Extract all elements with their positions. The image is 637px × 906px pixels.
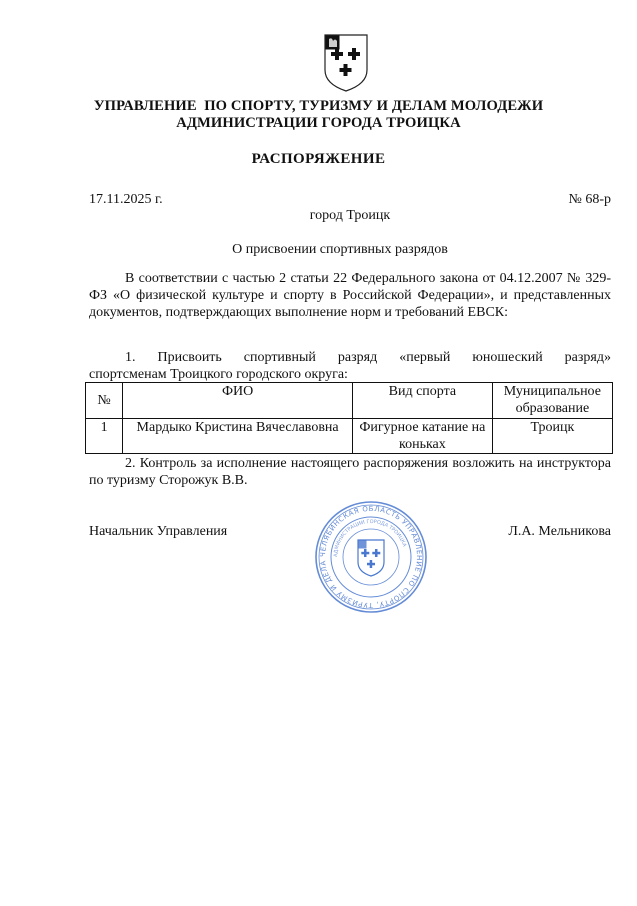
organization-name <box>0 98 637 132</box>
stamp-ring-text: ЧЕЛЯБИНСКАЯ ОБЛАСТЬ УПРАВЛЕНИЕ ПО СПОРТУ, ТУРИЗМУ И ДЕЛА <box>318 504 424 610</box>
document-number: № 68-р <box>568 192 611 207</box>
cell-full-name: Мардыко Кристина Вячеславовна <box>123 419 353 454</box>
stamp-inner-text: АДМИНИСТРАЦИИ ГОРОДА ТРОИЦКА <box>332 518 408 558</box>
athletes-table <box>85 382 613 454</box>
cell-sport: Фигурное катание на коньках <box>353 419 493 454</box>
document-date: 17.11.2025 г. <box>89 192 163 207</box>
organization-line-1: УПРАВЛЕНИЕ ПО СПОРТУ, ТУРИЗМУ И ДЕЛАМ МОЛОДЕЖИ <box>93 98 544 114</box>
organization-line-2: АДМИНИСТРАЦИИ ГОРОДА ТРОИЦКА <box>176 115 461 131</box>
header-full-name: ФИО <box>123 383 353 419</box>
header-sport: Вид спорта <box>353 383 493 419</box>
signatory-name: Л.А. Мельникова <box>508 524 611 539</box>
item-1-line-2: спортсменам Троицкого городского округа: <box>89 367 348 382</box>
table-row <box>86 419 613 454</box>
document-type-title: РАСПОРЯЖЕНИЕ <box>251 151 386 167</box>
preamble-paragraph: В соответствии с частью 2 статьи 22 Федерального закона от 04.12.2007 № 329-ФЗ «О физической культуре и спорту в Российской Федерации», и представленных документов, подтверждающих выполнение норм и требований ЕВСК: <box>89 271 611 320</box>
header-municipality: Муниципальное образование <box>492 383 612 419</box>
coat-of-arms-emblem <box>322 32 370 94</box>
cell-municipality: Троицк <box>492 419 612 454</box>
signatory-position: Начальник Управления <box>89 524 228 539</box>
official-stamp <box>314 500 428 614</box>
document-city: город Троицк <box>309 208 391 223</box>
document-subject: О присвоении спортивных разрядов <box>232 242 448 257</box>
table-header-row <box>86 383 613 419</box>
cell-number: 1 <box>86 419 123 454</box>
item-2-paragraph: 2. Контроль за исполнение настоящего распоряжения возложить на инструктора по туризму Сторожук В.В. <box>89 456 611 488</box>
item-1-paragraph <box>89 349 611 383</box>
item-1-line-1: 1. Присвоить спортивный разряд «первый юношеский разряд» <box>125 350 611 365</box>
header-number: № <box>86 383 123 419</box>
